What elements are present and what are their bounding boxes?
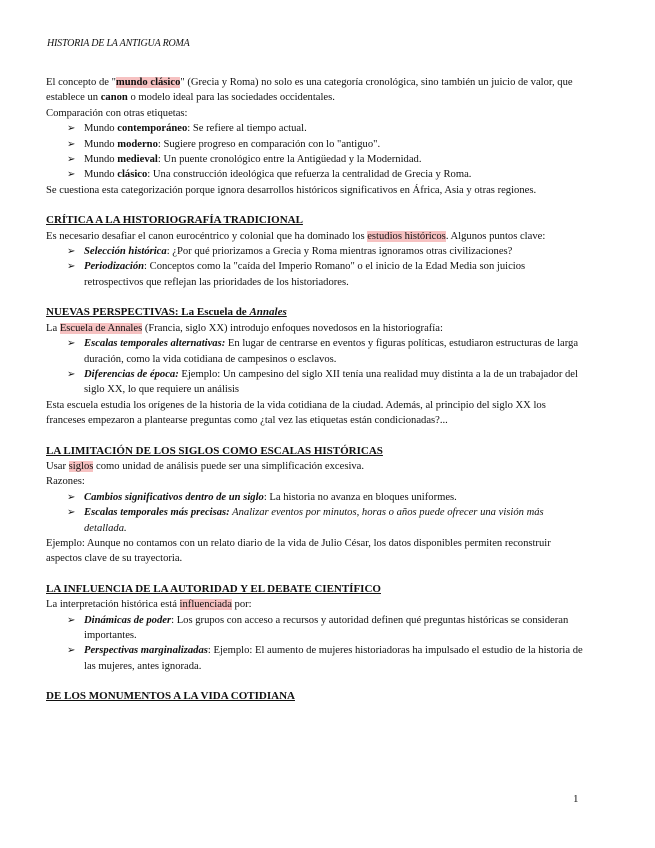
arrow-bullet-icon: ➢ <box>67 491 76 503</box>
highlight: Escuela de Annales <box>59 322 143 334</box>
list-item: ➢ Diferencias de época: Ejemplo: Un campesino del siglo XII tenía una realidad muy distinta a la de un trabajador del siglo XX, lo que requiere un análisis <box>67 368 578 396</box>
bullet-list <box>46 336 586 398</box>
intro-paragraph: El concepto de "mundo clásico" (Grecia y Roma) no solo es una categoría cronológica, sino también un juicio de valor, que establece un canon o modelo ideal para las sociedades occidentales. <box>46 77 573 104</box>
section-heading: CRÍTICA A LA HISTORIOGRAFÍA TRADICIONAL <box>46 214 303 227</box>
section-heading: LA INFLUENCIA DE LA AUTORIDAD Y EL DEBATE CIENTÍFICO <box>46 582 381 595</box>
arrow-bullet-icon: ➢ <box>67 261 76 273</box>
highlight: influenciada <box>179 599 232 611</box>
arrow-bullet-icon: ➢ <box>67 645 76 657</box>
arrow-bullet-icon: ➢ <box>67 154 76 166</box>
list-item: ➢ Perspectivas marginalizadas: Ejemplo: El aumento de mujeres historiadoras ha impulsado el estudio de la historia de las mujeres, antes ignorada. <box>67 645 583 672</box>
highlight: estudios históricos <box>367 230 446 242</box>
list-item: ➢ Mundo moderno: Sugiere progreso en comparación con lo "antiguo". <box>46 137 586 152</box>
paragraph: Usar siglos como unidad de análisis puede ser una simplificación excesiva. <box>46 460 365 472</box>
section-heading: NUEVAS PERSPECTIVAS: La Escuela de Annales <box>46 306 287 319</box>
list-item: ➢ Mundo contemporáneo: Se refiere al tiempo actual. <box>46 121 586 136</box>
bullet-list <box>46 490 586 536</box>
highlight: siglos <box>68 460 94 472</box>
paragraph: La interpretación histórica está influenciada por: <box>46 599 252 611</box>
paragraph: Es necesario desafiar el canon eurocéntrico y colonial que ha dominado los estudios históricos. Algunos puntos clave: <box>46 230 546 242</box>
arrow-bullet-icon: ➢ <box>67 338 76 350</box>
page-number: 1 <box>573 793 579 805</box>
section-heading: DE LOS MONUMENTOS A LA VIDA COTIDIANA <box>46 690 295 703</box>
list-item: ➢ Escalas temporales alternativas: En lugar de centrarse en eventos y figuras políticas, estudiaron estructuras de larga duración, como la vida cotidiana de campesinos o esclavos. <box>67 338 579 365</box>
paragraph: La Escuela de Annales (Francia, siglo XX) introdujo enfoques novedosos en la historiografía: <box>46 322 443 334</box>
arrow-bullet-icon: ➢ <box>67 614 76 626</box>
list-item: ➢ Cambios significativos dentro de un siglo: La historia no avanza en bloques uniformes. <box>46 490 586 505</box>
paragraph: Esta escuela estudia los orígenes de la historia de la vida cotidiana de la ciudad. Además, al principio del siglo XX los franceses empezaron a plantearse preguntas como ¿tal vez las etiquetas están condicionadas?... <box>46 399 546 427</box>
comparison-list <box>46 121 586 183</box>
intro-conclusion: Se cuestiona esta categorización porque ignora desarrollos históricos significativos en África, Asia y otras regiones. <box>46 184 537 196</box>
bullet-list <box>46 244 586 290</box>
running-header: HISTORIA DE LA ANTIGUA ROMA <box>47 38 190 49</box>
list-item: ➢ Mundo clásico: Una construcción ideológica que refuerza la centralidad de Grecia y Roma. <box>46 167 586 182</box>
list-item: ➢ Periodización: Conceptos como la "caída del Imperio Romano" o el inicio de la Edad Media son juicios retrospectivos que reflejan las prioridades de los historiadores. <box>67 261 526 288</box>
section-heading: LA LIMITACIÓN DE LOS SIGLOS COMO ESCALAS HISTÓRICAS <box>46 444 383 457</box>
paragraph: Razones: <box>46 476 85 488</box>
arrow-bullet-icon: ➢ <box>67 507 76 519</box>
list-item: ➢ Selección histórica: ¿Por qué priorizamos a Grecia y Roma mientras ignoramos otras civilizaciones? <box>46 244 586 259</box>
highlight: mundo clásico <box>115 77 181 88</box>
document-body <box>46 75 586 705</box>
arrow-bullet-icon: ➢ <box>67 368 76 380</box>
paragraph: Ejemplo: Aunque no contamos con un relato diario de la vida de Julio César, los datos disponibles permiten reconstruir aspectos clave de su trayectoria. <box>46 537 551 565</box>
arrow-bullet-icon: ➢ <box>67 123 76 135</box>
arrow-bullet-icon: ➢ <box>67 169 76 181</box>
list-item: ➢ Escalas temporales más precisas: Analizar eventos por minutos, horas o años puede ofrecer una visión más detallada. <box>67 507 544 534</box>
bullet-list <box>46 613 586 675</box>
list-item: ➢ Dinámicas de poder: Los grupos con acceso a recursos y autoridad definen qué preguntas históricas se consideran importantes. <box>67 614 569 641</box>
arrow-bullet-icon: ➢ <box>67 138 76 150</box>
list-item: ➢ Mundo medieval: Un puente cronológico entre la Antigüedad y la Modernidad. <box>46 152 586 167</box>
comparison-intro: Comparación con otras etiquetas: <box>46 107 188 119</box>
arrow-bullet-icon: ➢ <box>67 246 76 258</box>
